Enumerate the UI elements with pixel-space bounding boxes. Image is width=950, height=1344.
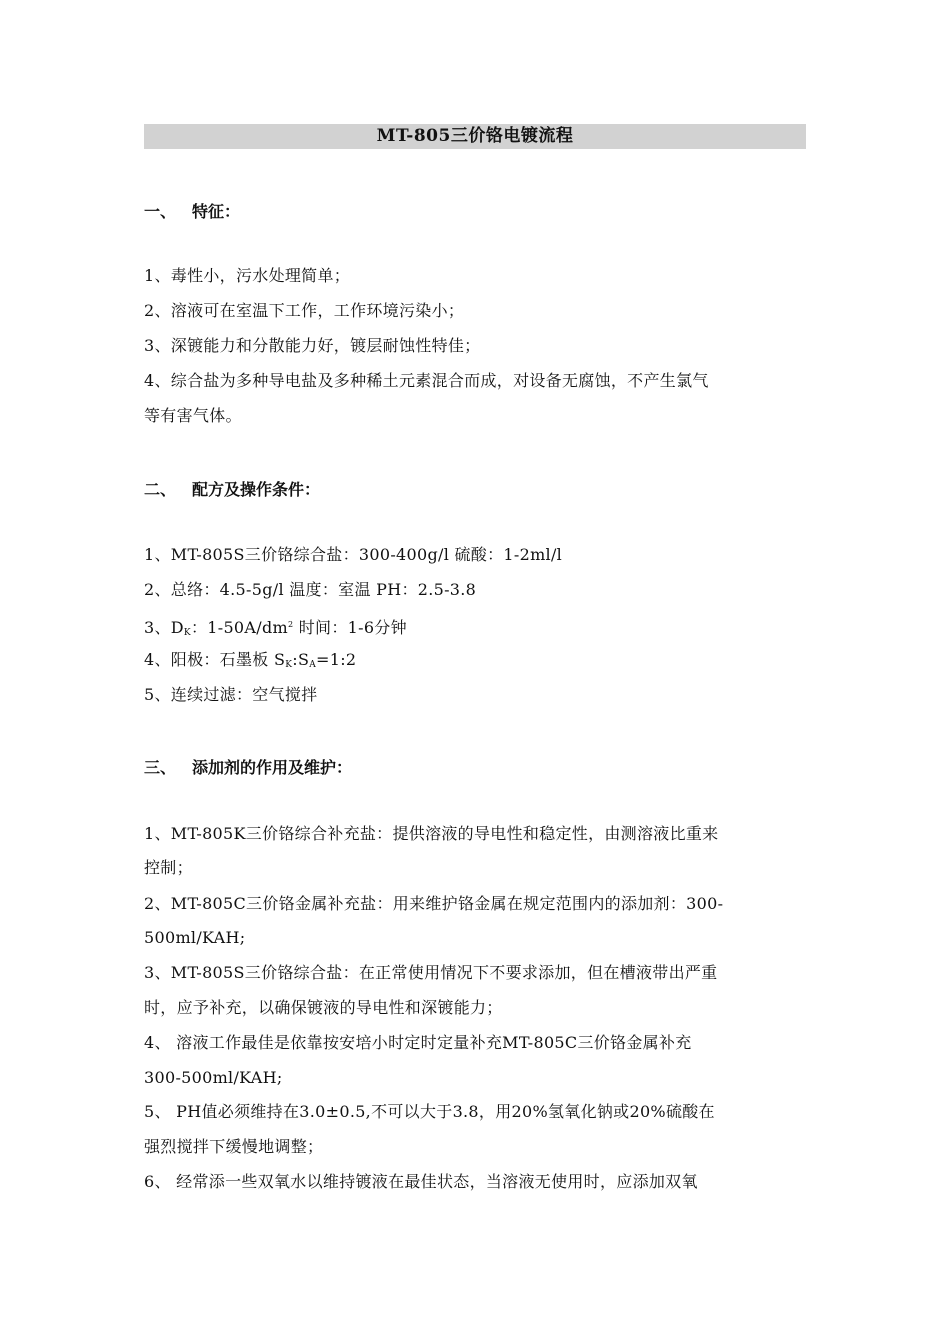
text-run: =1:2: [316, 650, 357, 669]
paragraph-line: 300-500ml/KAH;: [144, 1068, 283, 1087]
section-heading-features: [144, 199, 240, 222]
document-title: MT-805三价铬电镀流程: [144, 124, 806, 149]
subscript: A: [309, 660, 317, 670]
paragraph-line: 1、MT-805K三价铬综合补充盐：提供溶液的导电性和稳定性，由测溶液比重来: [144, 824, 719, 843]
paragraph-line: 2、MT-805C三价铬金属补充盐：用来维护铬金属在规定范围内的添加剂：300-: [144, 894, 724, 913]
paragraph-line: 5、连续过滤：空气搅拌: [144, 685, 318, 704]
section-number: 一、: [144, 202, 177, 221]
superscript: 2: [287, 620, 294, 629]
paragraph-line: 时，应予补充，以确保镀液的导电性和深镀能力；: [144, 998, 503, 1017]
section-title: 特征：: [192, 202, 241, 221]
paragraph-line-current-density: [144, 614, 407, 644]
text-run: ：1-50A/dm: [190, 618, 288, 637]
paragraph-line: 3、深镀能力和分散能力好，镀层耐蚀性特佳；: [144, 336, 481, 355]
paragraph-line: 6、 经常添一些双氧水以维持镀液在最佳状态，当溶液无使用时，应添加双氧: [144, 1172, 698, 1191]
subscript: K: [285, 660, 293, 670]
paragraph-line: 2、总络：4.5-5g/l 温度：室温 PH：2.5-3.8: [144, 580, 477, 599]
paragraph-line: 2、溶液可在室温下工作，工作环境污染小；: [144, 301, 465, 320]
paragraph-line: 控制；: [144, 858, 193, 877]
text-run: 3、D: [144, 618, 184, 637]
paragraph-line-anode: [144, 649, 356, 676]
paragraph-line: 500ml/KAH;: [144, 928, 246, 947]
paragraph-line: 1、MT-805S三价铬综合盐：300-400g/l 硫酸：1-2ml/l: [144, 545, 563, 564]
paragraph-line: 4、综合盐为多种导电盐及多种稀土元素混合而成，对设备无腐蚀，不产生氯气: [144, 371, 709, 390]
paragraph-line: 等有害气体。: [144, 406, 242, 425]
section-number: 三、: [144, 758, 177, 777]
paragraph-line: 3、MT-805S三价铬综合盐：在正常使用情况下不要求添加，但在槽液带出严重: [144, 963, 718, 982]
section-number: 二、: [144, 480, 177, 499]
paragraph-line: 5、 PH值必须维持在3.0±0.5,不可以大于3.8，用20%氢氧化钠或20%硫酸在: [144, 1102, 715, 1121]
text-run: :S: [292, 650, 310, 669]
paragraph-line: 强烈搅拌下缓慢地调整；: [144, 1137, 324, 1156]
section-title: 配方及操作条件：: [192, 480, 321, 499]
section-title: 添加剂的作用及维护：: [192, 758, 353, 777]
paragraph-line: 4、 溶液工作最佳是依靠按安培小时定时定量补充MT-805C三价铬金属补充: [144, 1033, 692, 1052]
text-run: 时间：1-6分钟: [293, 618, 407, 637]
subscript: K: [183, 628, 191, 638]
text-run: 4、阳极：石墨板 S: [144, 650, 286, 669]
section-heading-additives: [144, 755, 352, 778]
paragraph-line: 1、毒性小，污水处理简单；: [144, 266, 351, 285]
section-heading-formula: [144, 477, 320, 500]
